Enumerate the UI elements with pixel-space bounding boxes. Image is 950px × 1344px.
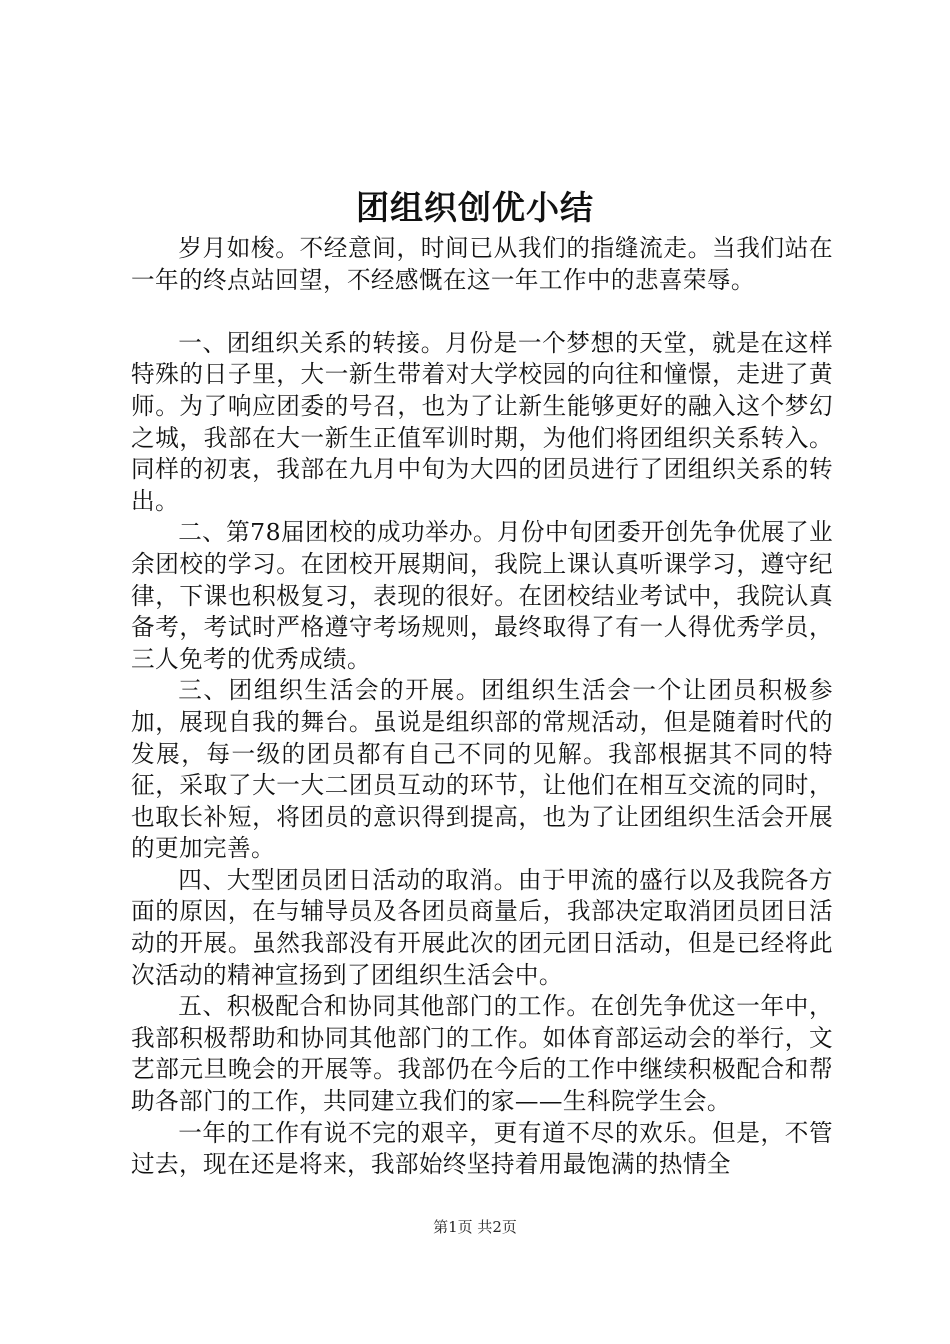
paragraph-section-3: 三、团组织生活会的开展。团组织生活会一个让团员积极参加，展现自我的舞台。虽说是组织部的常规活动，但是随着时代的发展，每一级的团员都有自己不同的见解。我部根据其不同的特征，采取了大一大二团员互动的环节，让他们在相互交流的同时，也取长补短，将团员的意识得到提高，也为了让团组织生活会开展的更加完善。 bbox=[131, 676, 833, 863]
paragraph-intro: 岁月如梭。不经意间，时间已从我们的指缝流走。当我们站在一年的终点站回望，不经感慨在这一年工作中的悲喜荣辱。 bbox=[131, 234, 833, 294]
document-body bbox=[131, 233, 833, 1181]
paragraph-section-4: 四、大型团员团日活动的取消。由于甲流的盛行以及我院各方面的原因，在与辅导员及各团员商量后，我部决定取消团员团日活动的开展。虽然我部没有开展此次的团元团日活动，但是已经将此次活动的精神宣扬到了团组织生活会中。 bbox=[131, 865, 833, 989]
paragraph-conclusion: 一年的工作有说不完的艰辛，更有道不尽的欢乐。但是，不管过去，现在还是将来，我部始终坚持着用最饱满的热情全 bbox=[131, 1118, 833, 1179]
paragraph-section-2: 二、第78届团校的成功举办。月份中旬团委开创先争优展了业余团校的学习。在团校开展期间，我院上课认真听课学习，遵守纪律，下课也积极复习，表现的很好。在团校结业考试中，我院认真备考，考试时严格遵守考场规则，最终取得了有一人得优秀学员，三人免考的优秀成绩。 bbox=[131, 518, 833, 673]
paragraph-section-5: 五、积极配合和协同其他部门的工作。在创先争优这一年中，我部积极帮助和协同其他部门的工作。如体育部运动会的举行，文艺部元旦晚会的开展等。我部仍在今后的工作中继续积极配合和帮助各部门的工作，共同建立我们的家——生科院学生会。 bbox=[131, 992, 833, 1116]
document-title: 团组织创优小结 bbox=[356, 188, 594, 227]
paragraph-section-1: 一、团组织关系的转接。月份是一个梦想的天堂，就是在这样特殊的日子里，大一新生带着对大学校园的向往和憧憬，走进了黄师。为了响应团委的号召，也为了让新生能够更好的融入这个梦幻之城，我部在大一新生正值军训时期，为他们将团组织关系转入。同样的初衷，我部在九月中旬为大四的团员进行了团组织关系的转出。 bbox=[131, 328, 833, 515]
page-number-footer: 第1页 共2页 bbox=[433, 1218, 517, 1236]
